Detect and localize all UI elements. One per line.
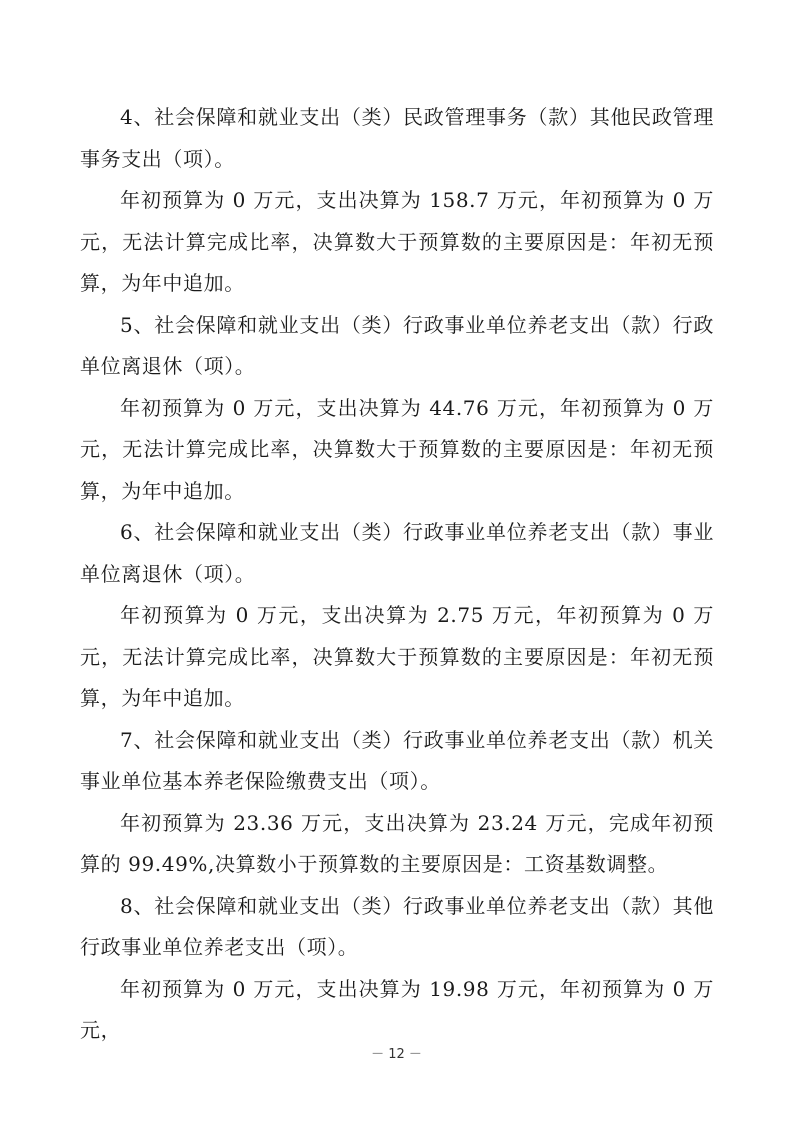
page-number: － 12 － [371,1047,422,1062]
paragraph-item-4-heading: 4、社会保障和就业支出（类）民政管理事务（款）其他民政管理事务支出（项）。 [80,105,714,171]
paragraph-item-5-detail: 年初预算为 0 万元，支出决算为 44.76 万元，年初预算为 0 万元，无法计算完成比率，决算数大于预算数的主要原因是：年初无预算，为年中追加。 [80,395,714,503]
paragraph-item-6-heading: 6、社会保障和就业支出（类）行政事业单位养老支出（款）事业单位离退休（项）。 [80,520,714,586]
paragraph-item-7-heading: 7、社会保障和就业支出（类）行政事业单位养老支出（款）机关事业单位基本养老保险缴费支出（项）。 [80,727,714,793]
paragraph-item-4-detail: 年初预算为 0 万元，支出决算为 158.7 万元，年初预算为 0 万元，无法计算完成比率，决算数大于预算数的主要原因是：年初无预算，为年中追加。 [80,188,714,295]
paragraph-item-5-heading: 5、社会保障和就业支出（类）行政事业单位养老支出（款）行政单位离退休（项）。 [80,312,714,378]
paragraph-item-8-detail: 年初预算为 0 万元，支出决算为 19.98 万元，年初预算为 0 万元， [80,976,714,1042]
paragraph-item-8-heading: 8、社会保障和就业支出（类）行政事业单位养老支出（款）其他行政事业单位养老支出（项）。 [80,893,714,959]
paragraph-item-7-detail: 年初预算为 23.36 万元，支出决算为 23.24 万元，完成年初预算的 99.49%,决算数小于预算数的主要原因是：工资基数调整。 [80,810,714,876]
body-text [80,97,714,1052]
paragraph-item-6-detail: 年初预算为 0 万元，支出决算为 2.75 万元，年初预算为 0 万元，无法计算完成比率，决算数大于预算数的主要原因是：年初无预算，为年中追加。 [80,603,714,710]
